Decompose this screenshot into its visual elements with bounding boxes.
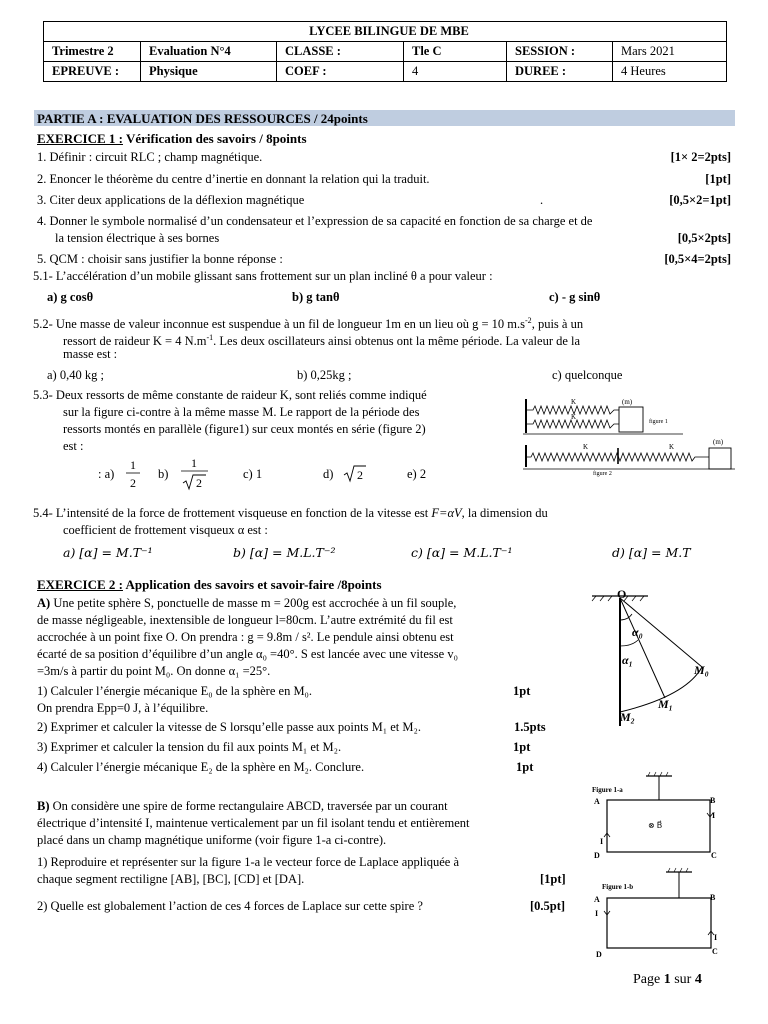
mass-block-fig2 <box>709 448 731 469</box>
figure-1b-label: Figure 1-b <box>602 883 634 891</box>
q53-option-b: b) <box>158 467 169 481</box>
q52-option-c: c) quelconque <box>552 368 623 382</box>
ex1-q3-dot: . <box>540 193 544 207</box>
svg-text:2: 2 <box>196 476 202 490</box>
duree-label: DUREE : <box>507 62 613 82</box>
ex2-b-q2: 2) Quelle est globalement l’action de ces 4 forces de Laplace sur cette spire ? <box>37 899 423 913</box>
ex2-b-line1: B) On considère une spire de forme rectangulaire ABCD, traversée par un courant <box>37 799 448 813</box>
corner-c: C <box>711 851 717 860</box>
coef-value: 4 <box>404 62 507 82</box>
epreuve-label: EPREUVE : <box>44 62 141 82</box>
q53-option-a: : a) <box>98 467 115 481</box>
q52-option-b: b) 0,25kg ; <box>297 368 352 382</box>
q53-line3: ressorts montés en parallèle (figure1) sur ceux montés en série (figure 2) <box>63 422 426 436</box>
mass-label: (m) <box>622 398 633 406</box>
q53-line2: sur la figure ci-contre à la même masse M. Le rapport de la période des <box>63 405 420 419</box>
ex2-q1-points: 1pt <box>513 684 531 698</box>
m2-label: M₂ <box>620 710 635 724</box>
svg-text:C: C <box>712 947 718 956</box>
evaluation-cell: Evaluation N°4 <box>141 42 277 62</box>
arrow-up-icon <box>604 833 610 840</box>
ex1-q3-points: [0,5×2=1pt] <box>669 193 731 207</box>
svg-text:B: B <box>710 893 716 902</box>
ex2-b-q1-line1: 1) Reproduire et représenter sur la figure 1-a le vecteur force de Laplace appliquée à <box>37 855 459 869</box>
ex2-b-line3: placé dans un champ magnétique uniforme (voir figure 1-a ci-contre). <box>37 833 387 847</box>
q54-line1: 5.4- L’intensité de la force de frottement visqueuse en fonction de la vitesse est F=αV, la dimension du <box>33 506 548 520</box>
q54-option-a: a) [α] = M.T⁻¹ <box>63 545 153 560</box>
ex1-q5-points: [0,5×4=2pts] <box>664 252 731 266</box>
q52-option-a: a) 0,40 kg ; <box>47 368 104 382</box>
session-value: Mars 2021 <box>613 42 727 62</box>
m1-label: M₁ <box>658 697 673 711</box>
q52-line3: masse est : <box>63 347 118 361</box>
ex2-a-line1: A) Une petite sphère S, ponctuelle de masse m = 200g est accrochée à un fil souple, <box>37 596 457 610</box>
coef-label: COEF : <box>277 62 404 82</box>
svg-text:D: D <box>596 950 602 959</box>
svg-text:I: I <box>595 909 599 918</box>
ex2-q3: 3) Exprimer et calculer la tension du fil aux points M₁ et M₂. <box>37 740 342 754</box>
q52-line2: ressort de raideur K = 4 $N.m^{-1}$. Les deux oscillateurs ainsi obtenus ont la même période. La valeur de la <box>63 333 581 349</box>
ex2-q2-points: 1.5pts <box>514 720 546 734</box>
ex2-a-line3: accrochée à un point fixe O. On prendra : g = 9.8m / s². Le pendule ainsi obtenu est <box>37 630 454 644</box>
spring-k-label: K <box>571 398 577 406</box>
fraction-one-over-root-two <box>178 455 210 493</box>
ex2-q3-points: 1pt <box>513 740 531 754</box>
ex2-b-q2-points: [0.5pt] <box>530 899 566 913</box>
svg-text:I: I <box>712 811 716 820</box>
trimestre-cell: Trimestre 2 <box>44 42 141 62</box>
ex1-q2-points: [1pt] <box>705 172 731 186</box>
alpha0-label: α₀ <box>632 625 643 639</box>
ex1-q4-line2: la tension électrique à ses bornes <box>55 231 220 245</box>
ex1-q2: 2. Enoncer le théorème du centre d’inertie en donnant la relation qui la traduit. <box>37 172 430 186</box>
current-i-left: I <box>600 837 604 846</box>
svg-text:(m): (m) <box>713 438 724 446</box>
spire-figure-1b <box>588 866 728 962</box>
ex2-q1: 1) Calculer l’énergie mécanique E₀ de la sphère en M₀. <box>37 684 313 698</box>
pendulum-figure <box>588 586 728 736</box>
svg-text:1: 1 <box>130 458 136 472</box>
svg-text:I: I <box>714 933 718 942</box>
ex2-a-line5: =3m/s à partir du point M₀. On donne α₁ =25°. <box>37 664 271 678</box>
ex2-b-line2: électrique d’intensité I, maintenue verticalement par un fil isolant tendu et entièrement <box>37 816 470 830</box>
svg-text:A: A <box>594 895 600 904</box>
classe-label: CLASSE : <box>277 42 404 62</box>
q52-line1: 5.2- Une masse de valeur inconnue est suspendue à un fil de longueur 1m en un lieu où g = 10 $m.s^{-2}$, puis à un <box>33 316 584 332</box>
q51-option-a: a) g cosθ <box>47 290 94 304</box>
ex1-q4-line1: 4. Donner le symbole normalisé d’un condensateur et l’expression de sa capacité en fonction de sa charge et de <box>37 214 593 228</box>
svg-text:K: K <box>583 443 589 451</box>
svg-text:1: 1 <box>191 456 197 470</box>
ex2-b-q1-line2: chaque segment rectiligne [AB], [BC], [CD] et [DA]. <box>37 872 305 886</box>
ex2-q4-points: 1pt <box>516 760 534 774</box>
svg-text:2: 2 <box>357 468 363 482</box>
ex1-q4-points: [0,5×2pts] <box>677 231 731 245</box>
figure-1a-label: Figure 1-a <box>592 786 623 794</box>
q54-option-b: b) [α] = M.L.T⁻² <box>233 545 336 560</box>
ex1-q1-points: [1× 2=2pts] <box>670 150 731 164</box>
duree-value: 4 Heures <box>613 62 727 82</box>
q53-option-c: c) 1 <box>243 467 263 481</box>
svg-text:K: K <box>669 443 675 451</box>
root-two <box>342 462 368 484</box>
q53-option-d: d) <box>323 467 334 481</box>
q51-option-b: b) g tanθ <box>292 290 340 304</box>
partie-a-title: PARTIE A : EVALUATION DES RESSOURCES / 24points <box>37 111 368 126</box>
q51-text: 5.1- L’accélération d’un mobile glissant sans frottement sur un plan incliné θ a pour valeur : <box>33 269 493 283</box>
ex1-q3: 3. Citer deux applications de la déflexion magnétique <box>37 193 305 207</box>
svg-text:K: K <box>571 413 577 421</box>
figure1-label: figure 1 <box>649 419 668 425</box>
ex2-a-line4: écarté de sa position d’équilibre d’un angle α₀ =40°. S est lancée avec une vitesse v₀ <box>37 647 458 661</box>
fraction-one-half <box>124 457 142 491</box>
q53-option-e: e) 2 <box>407 467 427 481</box>
q51-option-c: c) - g sinθ <box>549 290 601 304</box>
ex1-q5: 5. QCM : choisir sans justifier la bonne réponse : <box>37 252 283 266</box>
classe-value: Tle C <box>404 42 507 62</box>
page-number: Page 1 sur 4 <box>633 972 702 987</box>
corner-b: B <box>710 796 716 805</box>
q54-line2: coefficient de frottement visqueux α est : <box>63 523 268 537</box>
svg-text:2: 2 <box>130 476 136 490</box>
springs-figure <box>523 393 735 477</box>
ex2-a-line2: de masse négligeable, inextensible de longueur l=80cm. L’autre extrémité du fil est <box>37 613 453 627</box>
figure2-label: figure 2 <box>593 471 612 477</box>
q54-option-c: c) [α] = M.L.T⁻¹ <box>411 545 513 560</box>
ex1-heading: EXERCICE 1 : Vérification des savoirs / 8points <box>37 131 307 146</box>
field-b-vector: ⊗ B⃗ <box>648 821 663 830</box>
q54-option-d: d) [α] = M.T <box>612 545 691 560</box>
ex2-b-q1-points: [1pt] <box>540 872 566 886</box>
alpha1-label: α₁ <box>622 653 633 667</box>
ex1-q1: 1. Définir : circuit RLC ; champ magnétique. <box>37 150 263 164</box>
q53-line4: est : <box>63 439 84 453</box>
ex2-q2: 2) Exprimer et calculer la vitesse de S lorsqu’elle passe aux points M₁ et M₂. <box>37 720 421 734</box>
ex2-q1-note: On prendra Epp=0 J, à l’équilibre. <box>37 701 209 715</box>
header-table <box>43 21 727 82</box>
point-o-label: O <box>617 587 627 601</box>
session-label: SESSION : <box>507 42 613 62</box>
ex2-q4: 4) Calculer l’énergie mécanique E₂ de la sphère en M₂. Conclure. <box>37 760 365 774</box>
m0-label: M₀ <box>694 663 709 677</box>
mass-block-fig1 <box>619 407 643 432</box>
corner-d: D <box>594 851 600 860</box>
school-name: LYCEE BILINGUE DE MBE <box>44 22 727 42</box>
corner-a: A <box>594 797 600 806</box>
ex2-heading: EXERCICE 2 : Application des savoirs et savoir-faire /8points <box>37 577 382 592</box>
q53-line1: 5.3- Deux ressorts de même constante de raideur K, sont reliés comme indiqué <box>33 388 427 402</box>
spire-figure-1a <box>588 770 728 862</box>
epreuve-value: Physique <box>141 62 277 82</box>
